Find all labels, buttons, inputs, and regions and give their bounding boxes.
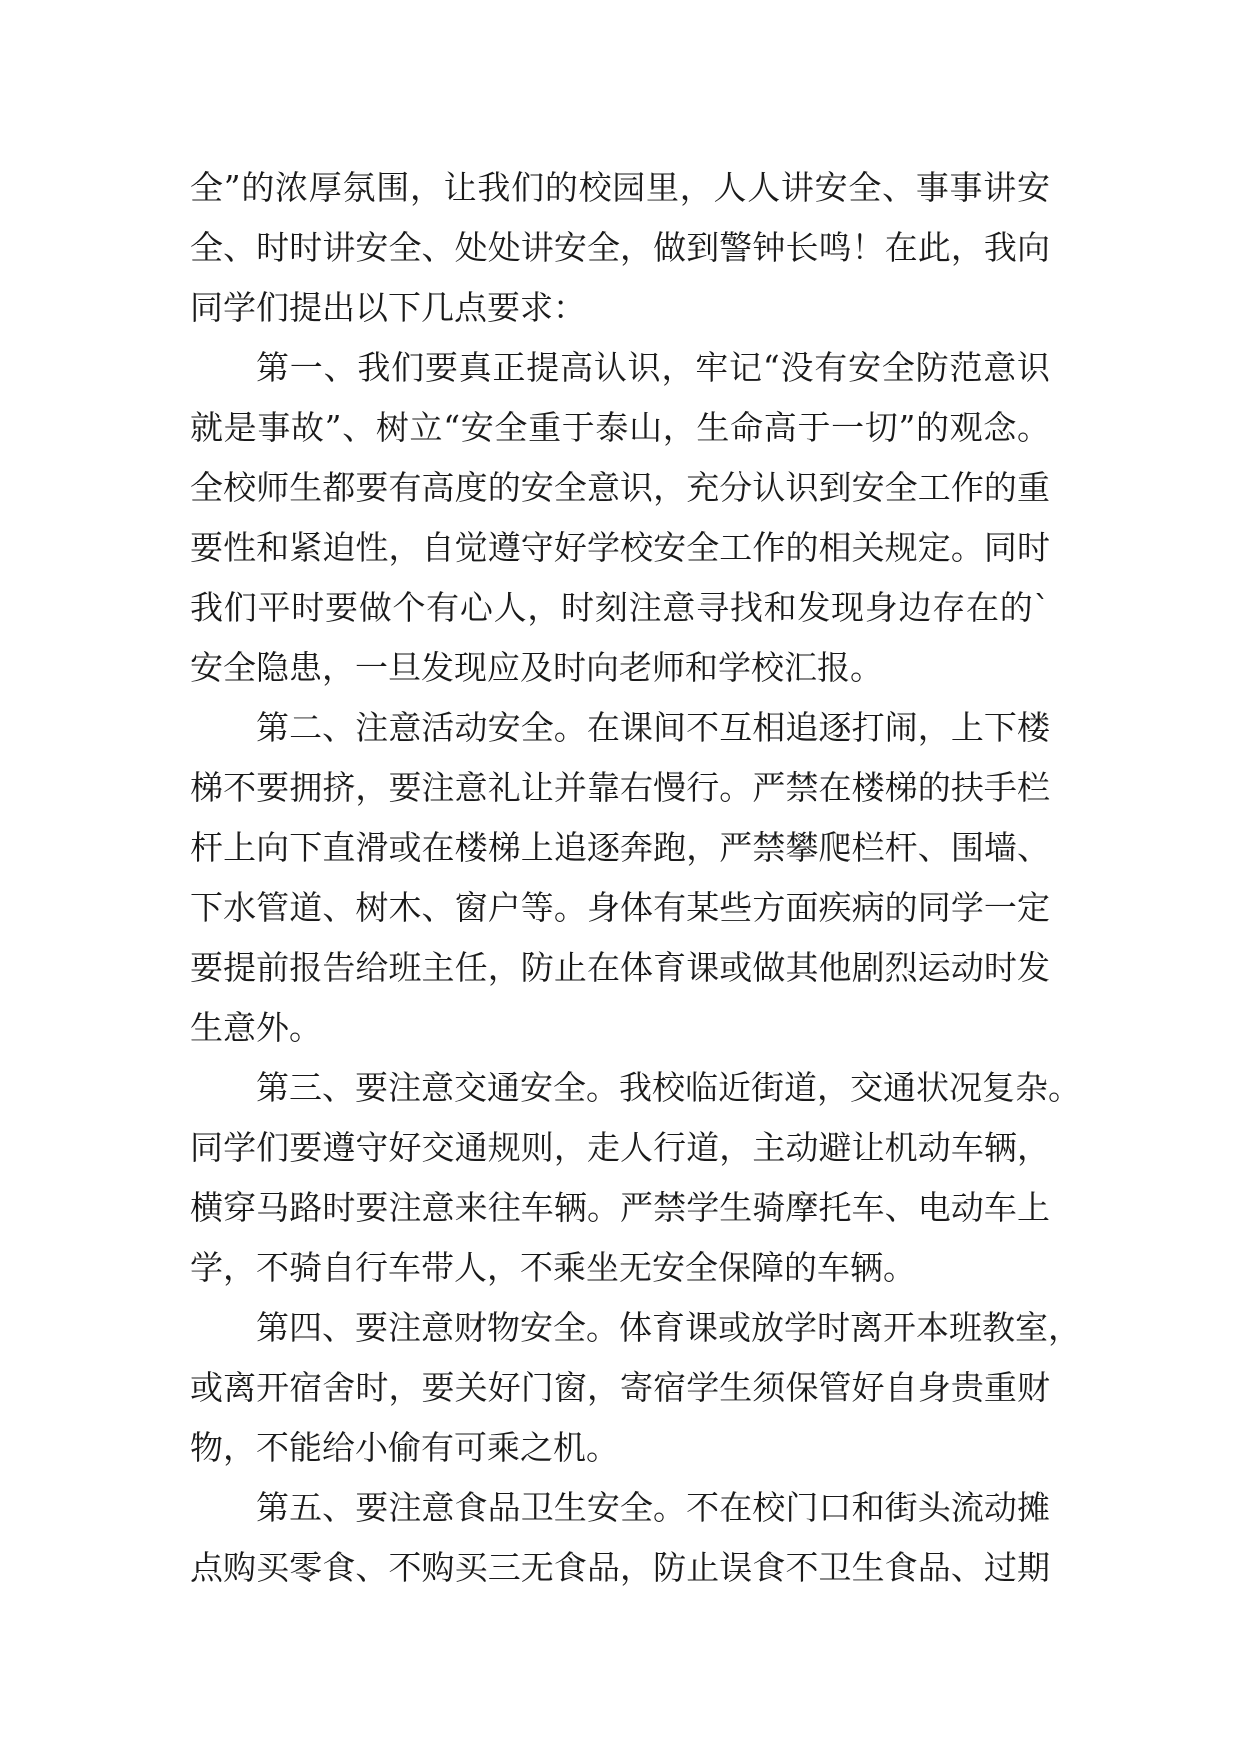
text-line: 全校师生都要有高度的安全意识，充分认识到安全工作的重	[190, 468, 1050, 507]
text-line: 安全隐患，一旦发现应及时向老师和学校汇报。	[190, 648, 883, 687]
text-line: 第一、我们要真正提高认识，牢记“没有安全防范意识	[256, 348, 1050, 387]
text-line: 或离开宿舍时，要关好门窗，寄宿学生须保管好自身贵重财	[190, 1368, 1050, 1407]
text-line: 全”的浓厚氛围，让我们的校园里，人人讲安全、事事讲安	[190, 168, 1050, 207]
text-line: 横穿马路时要注意来往车辆。严禁学生骑摩托车、电动车上	[190, 1188, 1050, 1227]
text-line: 梯不要拥挤，要注意礼让并靠右慢行。严禁在楼梯的扶手栏	[190, 768, 1050, 807]
text-line: 我们平时要做个有心人，时刻注意寻找和发现身边存在的`	[190, 588, 1050, 627]
document-body	[190, 158, 1081, 1598]
text-line: 第三、要注意交通安全。我校临近街道，交通状况复杂。	[256, 1068, 1081, 1107]
text-line: 就是事故”、树立“安全重于泰山，生命高于一切”的观念。	[190, 408, 1050, 447]
text-line: 同学们提出以下几点要求：	[190, 288, 586, 327]
text-line: 全、时时讲安全、处处讲安全，做到警钟长鸣！在此，我向	[190, 228, 1050, 267]
text-line: 下水管道、树木、窗户等。身体有某些方面疾病的同学一定	[190, 888, 1050, 927]
text-line: 第四、要注意财物安全。体育课或放学时离开本班教室，	[256, 1308, 1081, 1347]
text-line: 点购买零食、不购买三无食品，防止误食不卫生食品、过期	[190, 1548, 1050, 1587]
text-line: 杆上向下直滑或在楼梯上追逐奔跑，严禁攀爬栏杆、围墙、	[190, 828, 1050, 867]
text-line: 第二、注意活动安全。在课间不互相追逐打闹，上下楼	[256, 708, 1050, 747]
text-line: 同学们要遵守好交通规则，走人行道，主动避让机动车辆，	[190, 1128, 1050, 1167]
text-line: 物，不能给小偷有可乘之机。	[190, 1428, 619, 1467]
text-line: 要提前报告给班主任，防止在体育课或做其他剧烈运动时发	[190, 948, 1050, 987]
text-line: 学，不骑自行车带人，不乘坐无安全保障的车辆。	[190, 1248, 916, 1287]
text-line: 生意外。	[190, 1008, 322, 1047]
text-line: 要性和紧迫性，自觉遵守好学校安全工作的相关规定。同时	[190, 528, 1050, 567]
text-line: 第五、要注意食品卫生安全。不在校门口和街头流动摊	[256, 1488, 1050, 1527]
